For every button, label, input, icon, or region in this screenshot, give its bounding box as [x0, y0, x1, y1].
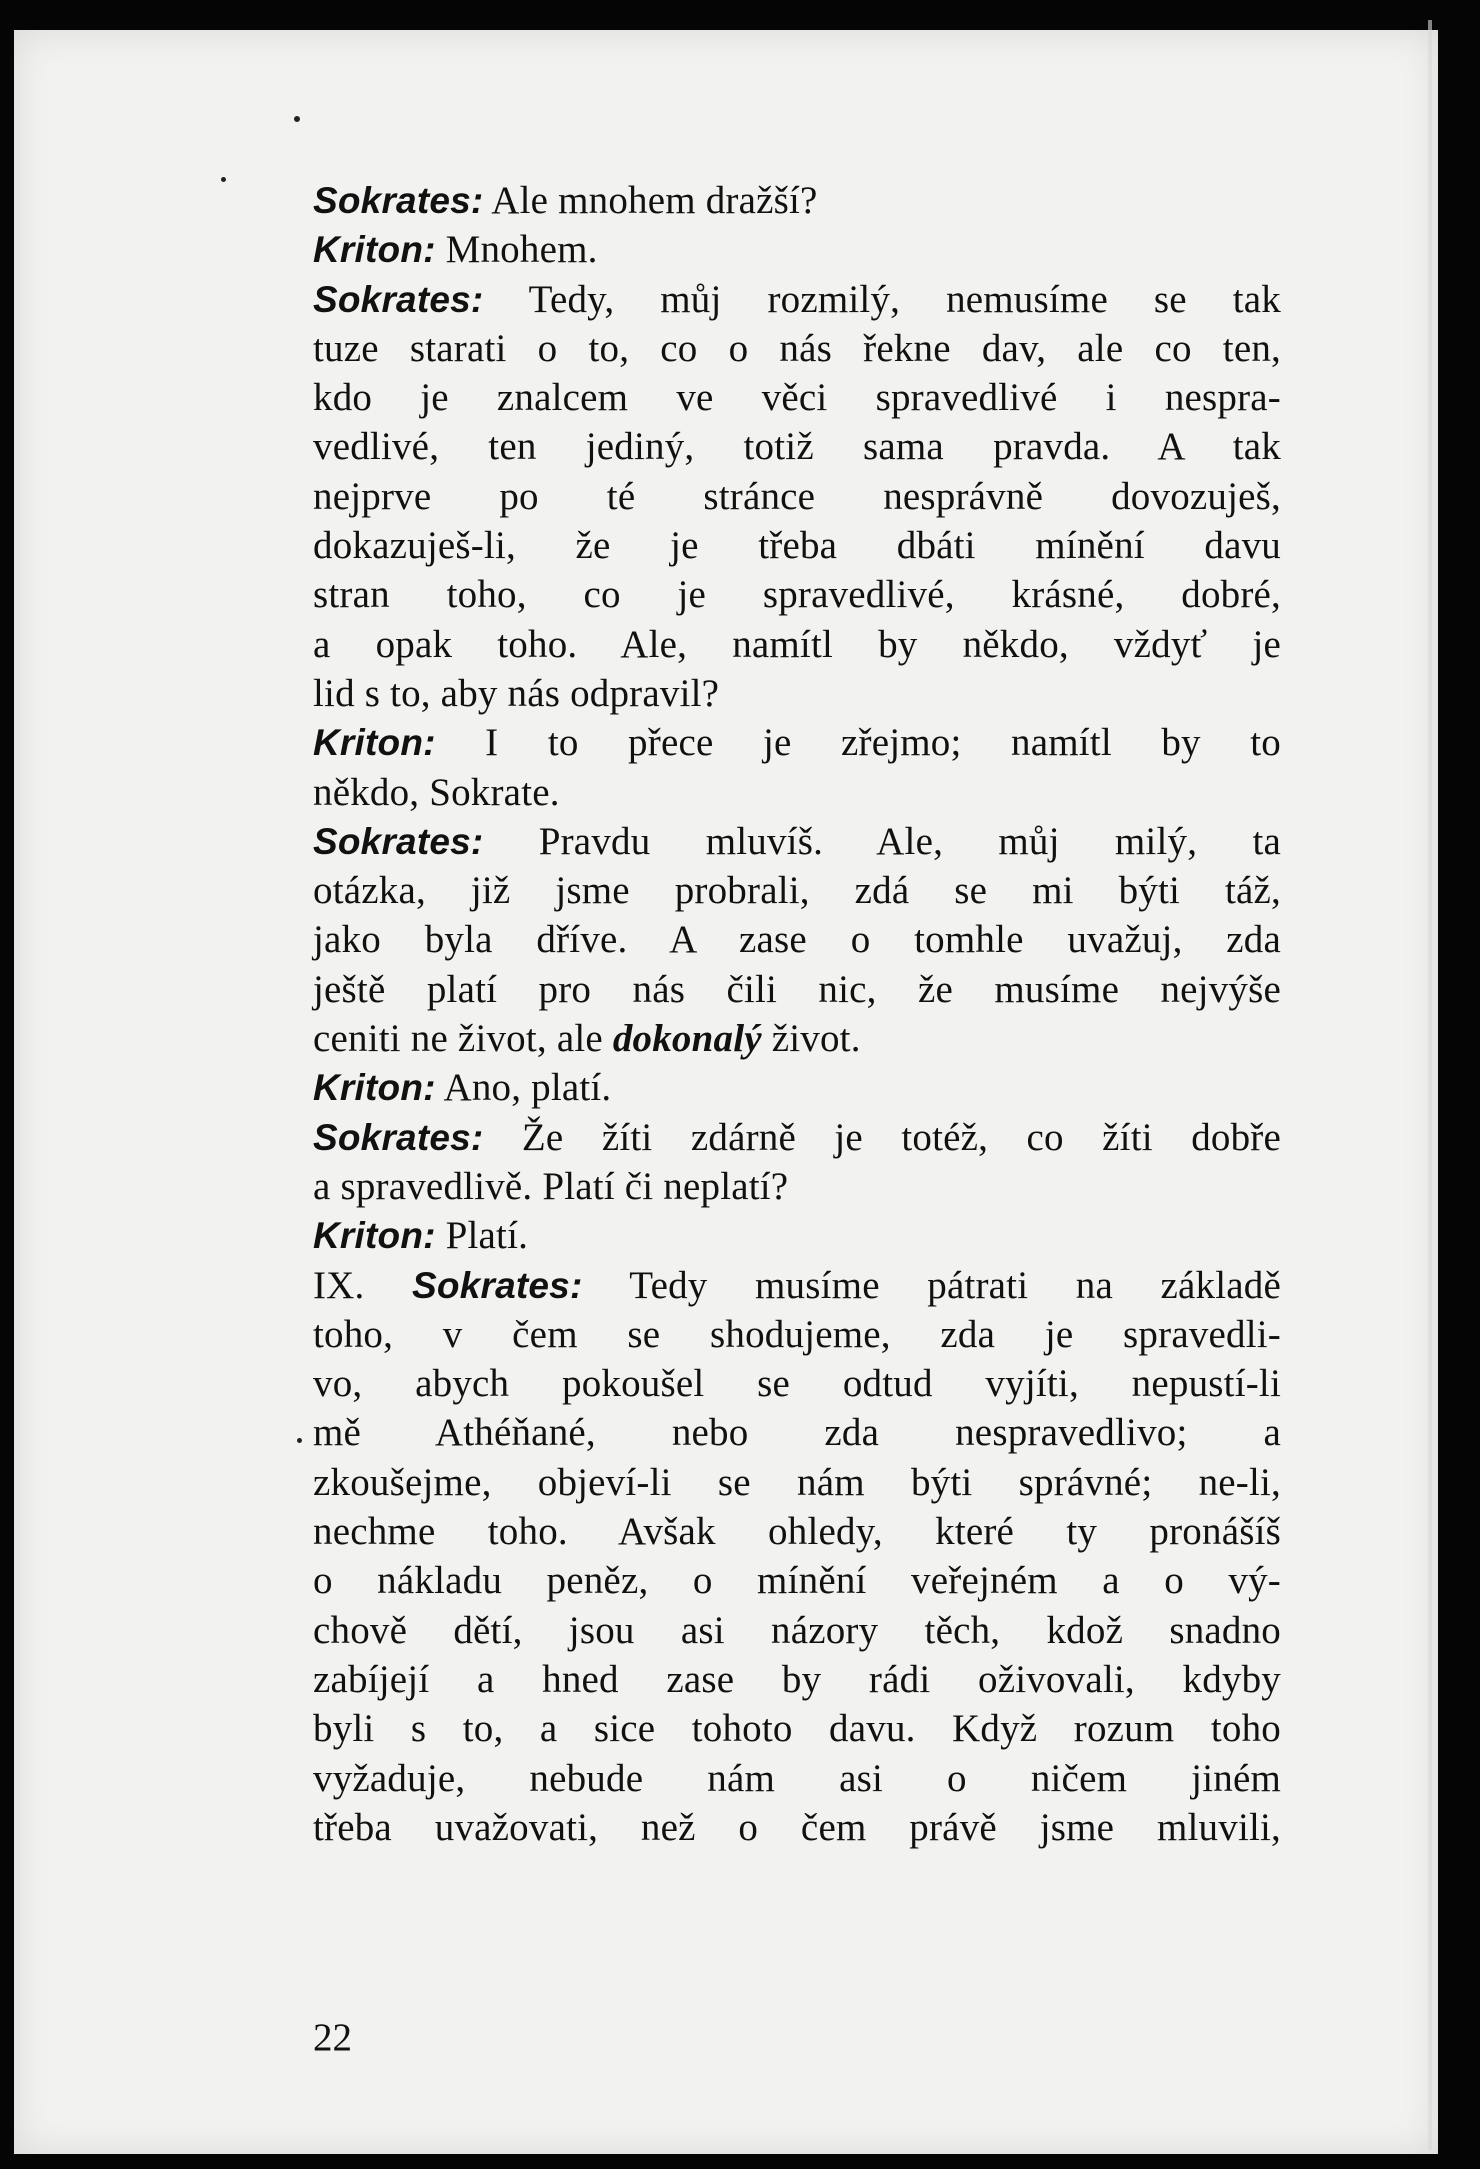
text-line [313, 1261, 1281, 1310]
text-line [313, 718, 1281, 767]
line-text: zabíjejí a hned zase by rádi oživovali, kdyby [313, 1657, 1281, 1701]
line-text: mě Athéňané, nebo zda nespravedlivo; a [313, 1411, 1281, 1455]
text-line [313, 1606, 1281, 1655]
text-line [313, 422, 1281, 471]
line-text: Pravdu mluvíš. Ale, můj milý, ta [483, 819, 1281, 863]
text-line [313, 472, 1281, 521]
line-text: o nákladu peněz, o mínění veřejném a o vý- [313, 1559, 1281, 1603]
line-text-after: život. [761, 1017, 861, 1061]
line-text: jako byla dříve. A zase o tomhle uvažuj, zda [313, 918, 1281, 962]
text-line [313, 817, 1281, 866]
dust-speck [294, 116, 300, 122]
speaker-name: Sokrates: [412, 1264, 583, 1306]
line-text: Tedy, můj rozmilý, nemusíme se tak [483, 277, 1281, 321]
text-line [313, 176, 1281, 225]
text-line [313, 1211, 1281, 1260]
line-text: Tedy musíme pátrati na základě [582, 1263, 1281, 1307]
line-text: otázka, již jsme probrali, zdá se mi býti táž, [313, 869, 1281, 913]
text-line [313, 521, 1281, 570]
text-line [313, 669, 1281, 718]
line-text: a spravedlivě. Platí či neplatí? [313, 1164, 789, 1208]
line-text: vyžaduje, nebude nám asi o ničem jiném [313, 1756, 1281, 1800]
body-text [313, 176, 1281, 1852]
text-line [313, 1655, 1281, 1704]
text-line [313, 1556, 1281, 1605]
line-text: dokazuješ-li, že je třeba dbáti mínění davu [313, 524, 1281, 568]
speaker-name: Kriton: [313, 1067, 436, 1109]
dust-speck [221, 177, 226, 182]
text-line [313, 373, 1281, 422]
speaker-name: Kriton: [313, 229, 436, 271]
text-line [313, 965, 1281, 1014]
line-text: a opak toho. Ale, namítl by někdo, vždyť je [313, 622, 1281, 666]
line-text: zkoušejme, objeví-li se nám býti správné; ne-li, [313, 1460, 1281, 1504]
text-line [313, 1359, 1281, 1408]
line-text: I to přece je zřejmo; namítl by to [435, 721, 1281, 765]
speaker-name: Sokrates: [313, 820, 484, 862]
line-text: vo, abych pokoušel se odtud vyjíti, nepustí-li [313, 1362, 1281, 1406]
line-text: Že žíti zdárně je totéž, co žíti dobře [483, 1115, 1281, 1159]
line-text: byli s to, a sice tohoto davu. Když rozum toho [313, 1707, 1281, 1751]
text-line [313, 324, 1281, 373]
line-text: třeba uvažovati, než o čem právě jsme mluvili, [313, 1805, 1281, 1849]
text-line [313, 1310, 1281, 1359]
line-text: nejprve po té stránce nesprávně dovozuješ, [313, 474, 1281, 518]
line-text: Mnohem. [435, 228, 598, 272]
line-text: chově dětí, jsou asi názory těch, kdož snadno [313, 1608, 1281, 1652]
text-line [313, 1458, 1281, 1507]
speaker-name: Sokrates: [313, 1116, 484, 1158]
emphasized-word: dokonalý [612, 1017, 762, 1061]
text-line [313, 1704, 1281, 1753]
text-line [313, 275, 1281, 324]
line-text: ceniti ne život, ale [313, 1017, 613, 1061]
speaker-name: Sokrates: [313, 278, 484, 320]
speaker-name: Kriton: [313, 1215, 436, 1257]
line-text: tuze starati o to, co o nás řekne dav, ale co ten, [313, 326, 1281, 370]
text-line [313, 620, 1281, 669]
text-line [313, 1014, 1281, 1063]
line-text: toho, v čem se shodujeme, zda je spravedli- [313, 1312, 1281, 1356]
text-line [313, 768, 1281, 817]
line-text: stran toho, co je spravedlivé, krásné, dobré, [313, 573, 1281, 617]
line-text: lid s to, aby nás odpravil? [313, 671, 720, 715]
section-number: IX. [313, 1263, 413, 1307]
line-text: Platí. [435, 1214, 529, 1258]
speaker-name: Sokrates: [313, 180, 484, 221]
text-line [313, 1063, 1281, 1112]
text-line [313, 1507, 1281, 1556]
dust-speck [297, 1438, 302, 1443]
text-line [313, 570, 1281, 619]
text-line [313, 1113, 1281, 1162]
line-text: Ano, platí. [435, 1066, 612, 1110]
text-line [313, 1408, 1281, 1457]
text-line [313, 1754, 1281, 1803]
text-line [313, 1803, 1281, 1852]
text-line [313, 866, 1281, 915]
line-text: nechme toho. Avšak ohledy, které ty pronášíš [313, 1510, 1281, 1554]
text-line [313, 915, 1281, 964]
text-line [313, 225, 1281, 274]
line-text: ještě platí pro nás čili nic, že musíme nejvýše [313, 967, 1281, 1011]
line-text: vedlivé, ten jediný, totiž sama pravda. A tak [313, 425, 1281, 469]
page-edge [1428, 20, 1432, 2150]
speaker-name: Kriton: [313, 722, 436, 764]
line-text: Ale mnohem dražší? [483, 179, 818, 222]
text-line [313, 1162, 1281, 1211]
page-number: 22 [313, 2016, 352, 2059]
line-text: kdo je znalcem ve věci spravedlivé i nespra- [313, 376, 1281, 420]
line-text: někdo, Sokrate. [313, 770, 560, 814]
